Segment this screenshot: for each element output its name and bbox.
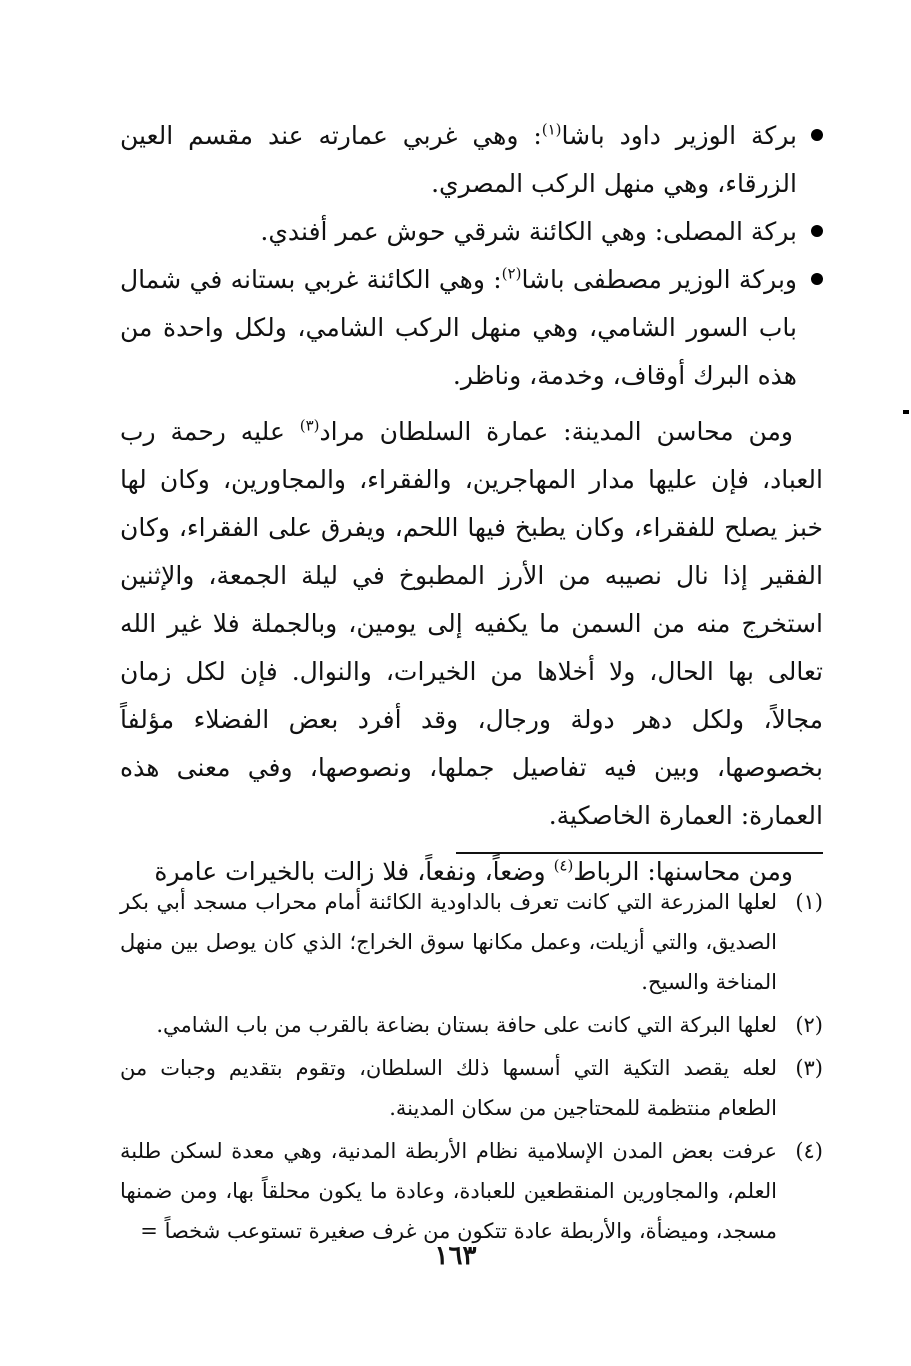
page-number: ١٦٣ xyxy=(434,1241,477,1271)
body-paragraph xyxy=(120,408,823,840)
list-item xyxy=(120,256,823,400)
footnote xyxy=(120,1048,823,1128)
list-item xyxy=(120,208,823,256)
bullet-icon xyxy=(811,129,823,141)
footnote-text: لعله يقصد التكية التي أسسها ذلك السلطان، وتقوم بتقديم وجبات من الطعام منتظمة للمحتاجين من سكان المدينة. xyxy=(120,1056,777,1120)
pool-title: بركة الوزير داود باشا xyxy=(561,121,798,150)
footnote-ref[interactable]: (٣) xyxy=(299,416,320,435)
footnote-text: لعلها البركة التي كانت على حافة بستان بضاعة بالقرب من باب الشامي. xyxy=(156,1013,777,1037)
margin-mark xyxy=(903,410,909,414)
pool-title: وبركة الوزير مصطفى باشا xyxy=(521,265,797,294)
bullet-icon xyxy=(811,225,823,237)
pools-list xyxy=(120,112,823,400)
bullet-icon xyxy=(811,273,823,285)
paragraph-text: ومن محاسن المدينة: عمارة السلطان مراد xyxy=(319,417,793,446)
footnote-number: (٤) xyxy=(795,1139,823,1163)
pool-description: : وهي غربي عمارته عند مقسم العين الزرقاء، وهي منهل الركب المصري. xyxy=(120,121,797,198)
footnote-number: (١) xyxy=(795,890,823,914)
pool-description: : وهي الكائنة غربي بستانه في شمال باب السور الشامي، وهي منهل الركب الشامي، ولكل واحدة من هذه البرك أوقاف، وخدمة، وناظر. xyxy=(120,265,797,390)
footnote-ref[interactable]: (٤) xyxy=(553,856,574,875)
footnote-text: عرفت بعض المدن الإسلامية نظام الأربطة المدنية، وهي معدة لسكن طلبة العلم، والمجاورين المنقطعين للعبادة، وعادة ما يكون محلقاً بها، ومن ضمنها مسجد، وميضأة، والأربطة عادة تتكون من غرف صغيرة تستوعب شخصاً = xyxy=(120,1139,777,1243)
pool-title: بركة المصلى xyxy=(663,217,797,246)
footnotes xyxy=(120,882,823,1254)
footnote xyxy=(120,1131,823,1251)
main-text xyxy=(120,112,823,896)
footnote-number: (٣) xyxy=(795,1056,823,1080)
paragraph-text: ومن محاسنها: الرباط xyxy=(573,857,793,886)
footnote-ref[interactable]: (١) xyxy=(541,120,562,139)
list-item xyxy=(120,112,823,208)
paragraph-text: وضعاً، ونفعاً، فلا زالت بالخيرات عامرة xyxy=(154,857,554,886)
footnote xyxy=(120,882,823,1002)
footnote-number: (٢) xyxy=(795,1013,823,1037)
footnote-text: لعلها المزرعة التي كانت تعرف بالداودية الكائنة أمام محراب مسجد أبي بكر الصديق، والتي أزيلت، وعمل مكانها سوق الخراج؛ الذي كان يوصل بين منهل المناخة والسيح. xyxy=(120,890,777,994)
footnote-ref[interactable]: (٢) xyxy=(501,264,522,283)
footnote-divider xyxy=(456,852,823,854)
footnote xyxy=(120,1005,823,1045)
paragraph-text: عليه رحمة رب العباد، فإن عليها مدار المهاجرين، والفقراء، والمجاورين، وكان لها خبز يصلح للفقراء، وكان يطبخ فيها اللحم، ويفرق على الفقراء، وكان الفقير إذا نال نصيبه من الأرز المطبوخ في ليلة الجمعة، والإثنين استخرج منه من السمن ما يكفيه إلى يومين، وبالجملة فلا غير الله تعالى بها الحال، ولا أخلاها من الخيرات، والنوال. فإن لكل زمان مجالاً، ولكل دهر دولة ورجال، وقد أفرد بعض الفضلاء مؤلفاً بخصوصها، وبين فيه تفاصيل جملها، ونصوصها، وفي معنى هذه العمارة: العمارة الخاصكية. xyxy=(120,417,823,830)
pool-description: : وهي الكائنة شرقي حوش عمر أفندي. xyxy=(260,217,664,246)
